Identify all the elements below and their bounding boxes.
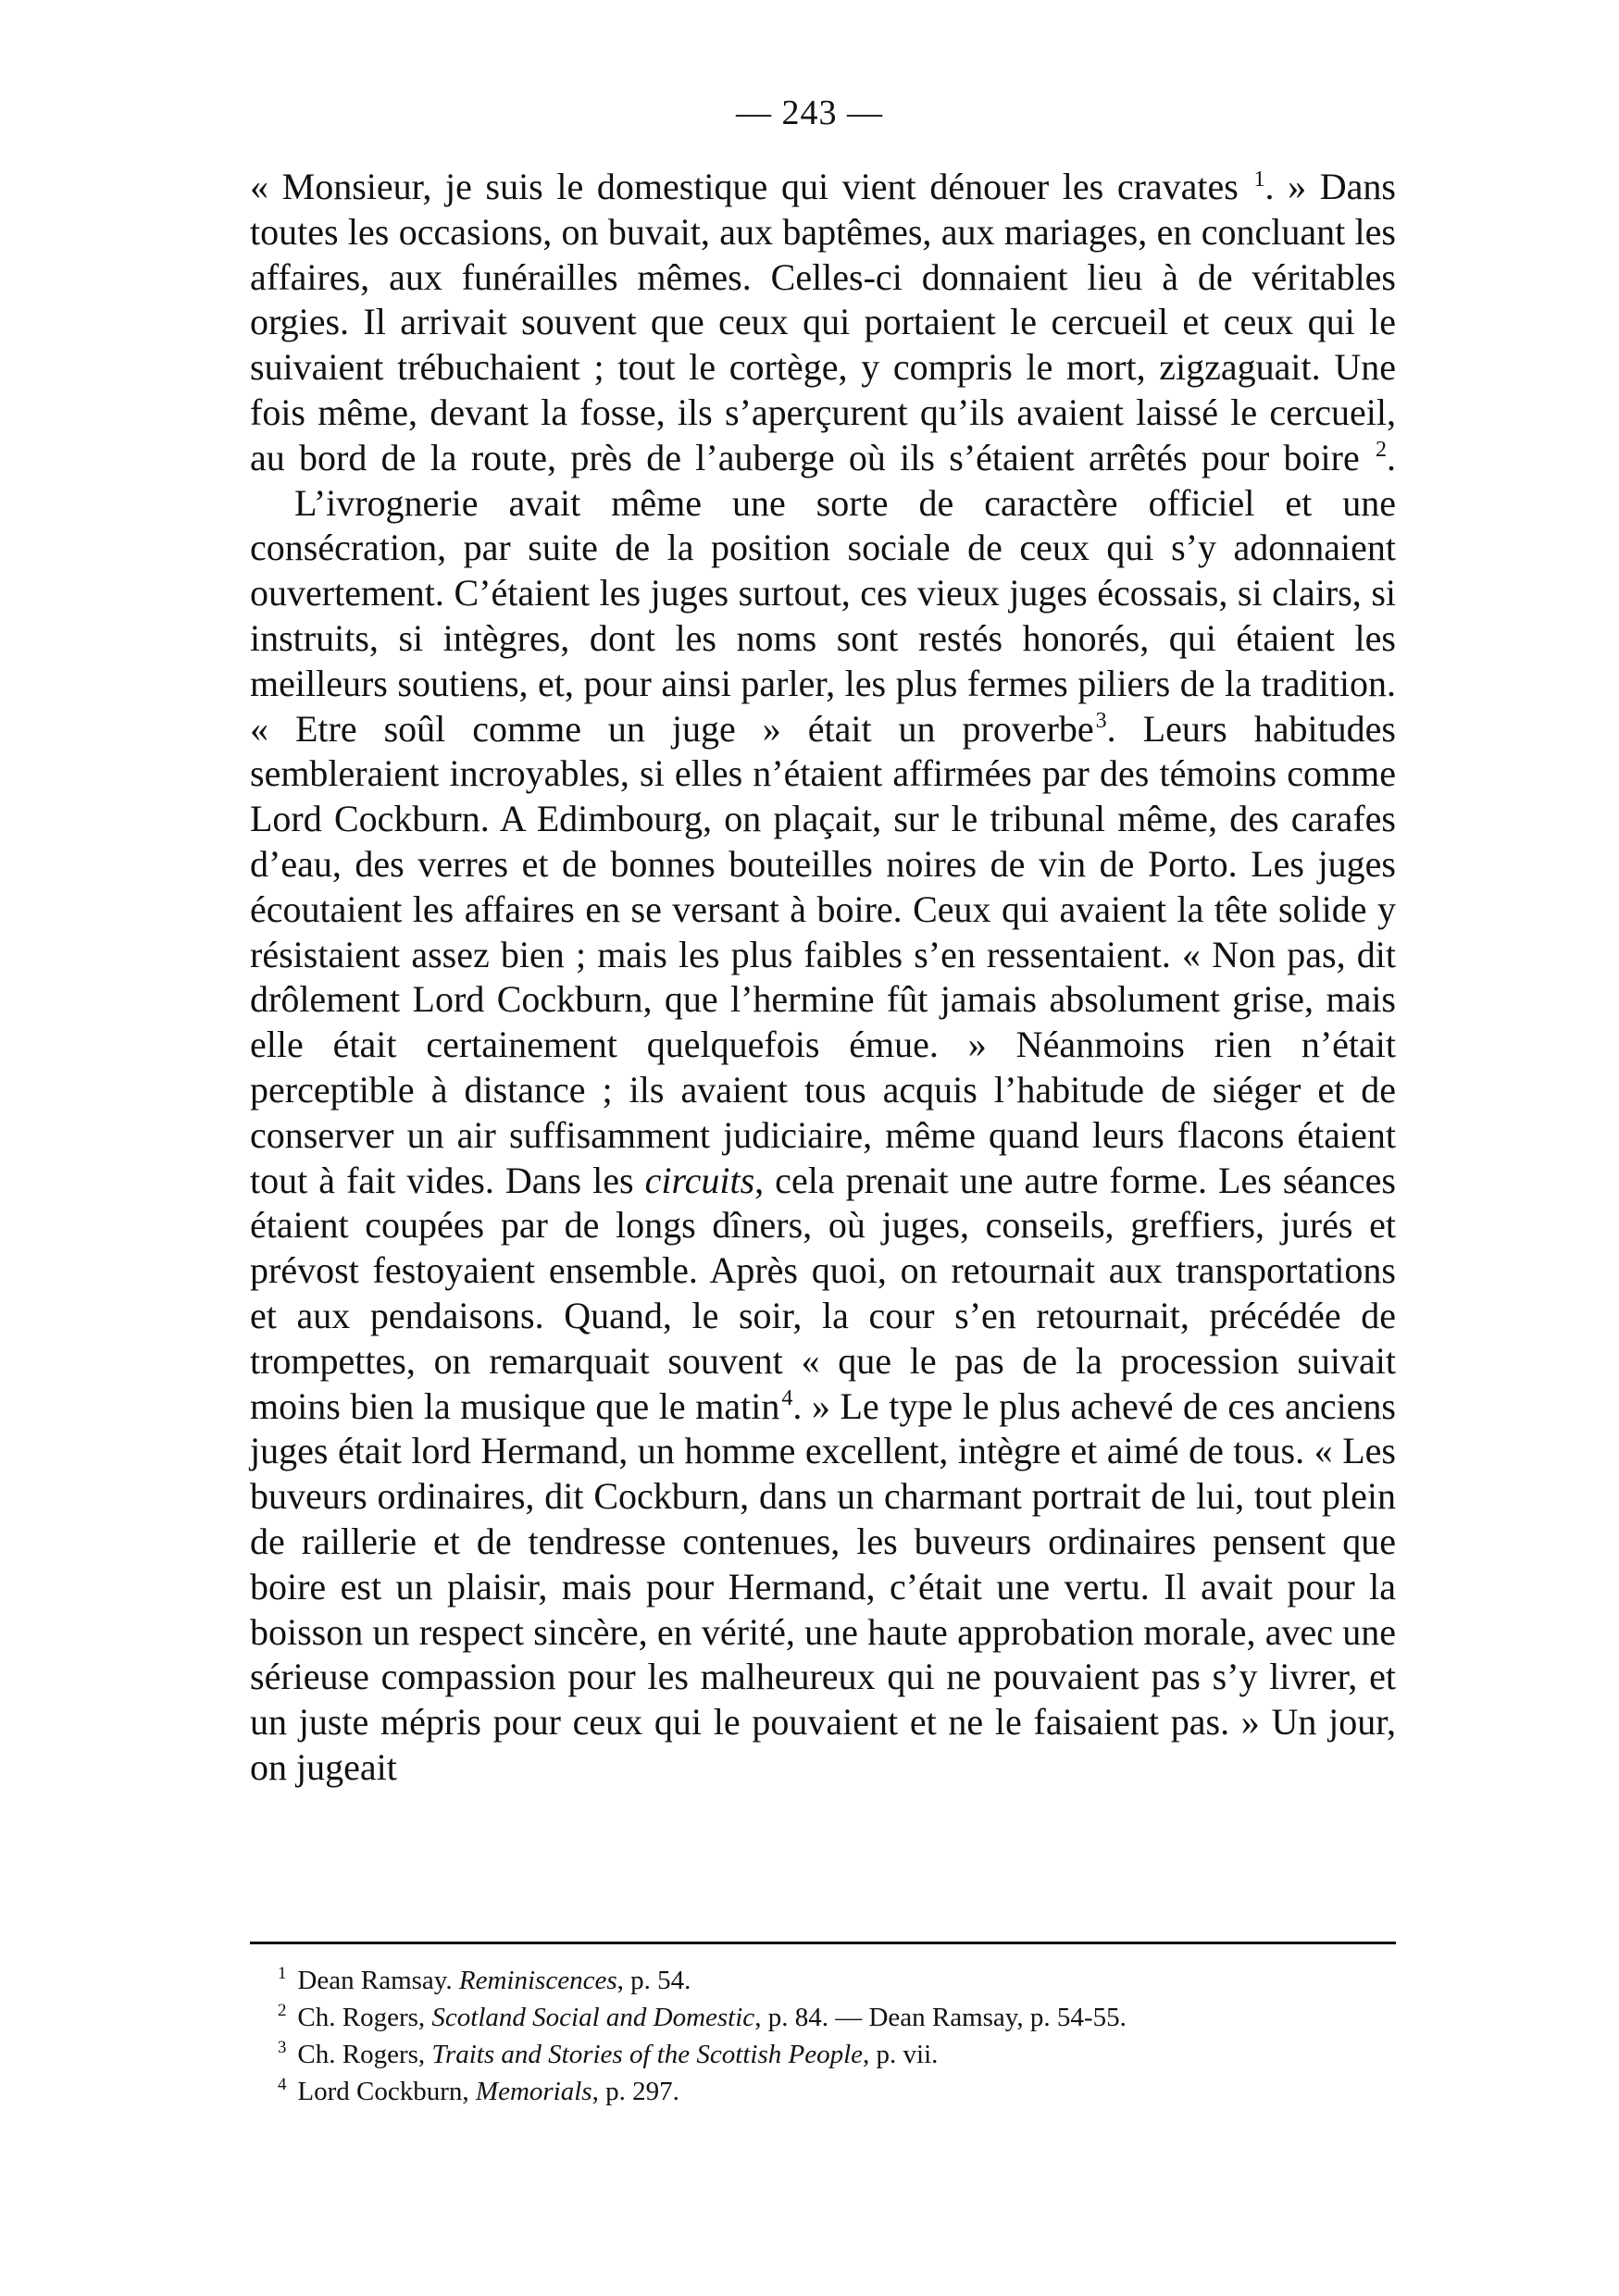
footnote-title: Traits and Stories of the Scottish People — [431, 2040, 864, 2069]
footnote-mark: 3 — [278, 2038, 287, 2058]
footnote-page: , p. 54. — [616, 1966, 691, 1995]
footnote-ref-1[interactable]: 1 — [1253, 167, 1265, 192]
footnote-4 — [278, 2073, 1389, 2110]
footnote-mark: 1 — [278, 1964, 287, 1984]
footnotes — [278, 1962, 1389, 2110]
footnote-author: Dean Ramsay. — [297, 1966, 459, 1995]
footnote-title: Memorials — [475, 2077, 592, 2106]
footnote-ref-4[interactable]: 4 — [781, 1386, 793, 1411]
paragraph-text: . Leurs habitudes sembleraient incroyables, si elles n’étaient affirmées par des témoins comme Lord Cockburn. A Edimbourg, on plaçait, sur le tribunal même, des carafes d’eau, des verres et de bonnes bouteilles noires de vin de Porto. Les juges écoutaient les affaires en se versant à boire. Ceux qui avaient la tête solide y résistaient assez bien ; mais les plus faibles s’en ressentaient. « Non pas, dit drôlement Lord Cockburn, que l’hermine fût jamais absolument grise, mais elle était certainement quelquefois émue. » Néanmoins rien n’était perceptible à distance ; ils avaient tous acquis l’habitude de siéger et de conserver un air suffisamment judiciaire, même quand leurs flacons étaient tout à fait vides. Dans les — [250, 707, 1396, 1201]
footnote-2 — [278, 1999, 1389, 2036]
paragraph-text: , cela prenait une autre forme. Les séances étaient coupées par de longs dîners, où juges, conseils, greffiers, jurés et prévost festoyaient ensemble. Après quoi, on retournait aux transportations et aux pendaisons. Quand, le soir, la cour s’en retournait, précédée de trompettes, on remarquait souvent « que le pas de la procession suivait moins bien la musique que le matin — [250, 1159, 1396, 1427]
paragraph — [250, 481, 1396, 1791]
footnote-page: , p. 84. — Dean Ramsay, p. 54-55. — [754, 2003, 1127, 2032]
footnote-author: Ch. Rogers, — [297, 2040, 432, 2069]
footnote-1 — [278, 1962, 1389, 1999]
italic-term: circuits — [644, 1159, 755, 1201]
paragraph-continuation — [250, 165, 1396, 481]
footnote-mark: 2 — [278, 2001, 287, 2021]
footnote-author: Lord Cockburn, — [297, 2077, 476, 2106]
paragraph-text: . — [1387, 436, 1396, 478]
footnote-page: , p. 297. — [592, 2077, 679, 2106]
footnote-ref-2[interactable]: 2 — [1376, 438, 1387, 463]
footnote-ref-3[interactable]: 3 — [1095, 709, 1107, 734]
footnote-author: Ch. Rogers, — [297, 2003, 432, 2032]
paragraph-text: « Monsieur, je suis le domestique qui vient dénouer les cravates — [250, 166, 1252, 207]
paragraph-text: L’ivrognerie avait même une sorte de caractère officiel et une consécration, par suite de la position sociale de ceux qui s’y adonnaient ouvertement. C’étaient les juges surtout, ces vieux juges écossais, si clairs, si instruits, si intègres, dont les noms sont restés honorés, qui étaient les meilleurs soutiens, et, pour ainsi parler, les plus fermes piliers de la tradition. « Etre soûl comme un juge » était un proverbe — [250, 481, 1396, 750]
footnote-divider — [250, 1942, 1396, 1944]
footnote-page: , p. vii. — [863, 2040, 939, 2069]
footnote-mark: 4 — [278, 2075, 287, 2095]
body-text — [250, 165, 1396, 1791]
footnote-3 — [278, 2036, 1389, 2073]
footnote-title: Scotland Social and Domestic — [431, 2003, 755, 2032]
footnote-title: Reminiscences — [458, 1966, 617, 1995]
paragraph-text: . » Dans toutes les occasions, on buvait, aux baptêmes, aux mariages, en concluant les affaires, aux funérailles mêmes. Celles-ci donnaient lieu à de véritables orgies. Il arrivait souvent que ceux qui portaient le cercueil et ceux qui le suivaient trébuchaient ; tout le cortège, y compris le mort, zigzaguait. Une fois même, devant la fosse, ils s’aperçurent qu’ils avaient laissé le cercueil, au bord de la route, près de l’auberge où ils s’étaient arrêtés pour boire — [250, 166, 1396, 478]
page-number: — 243 — — [736, 93, 883, 132]
paragraph-text: . » Le type le plus achevé de ces anciens juges était lord Hermand, un homme excellent, intègre et aimé de tous. « Les buveurs ordinaires, dit Cockburn, dans un charmant portrait de lui, tout plein de raillerie et de tendresse contenues, les buveurs ordinaires pensent que boire est un plaisir, mais pour Hermand, c’était une vertu. Il avait pour la boisson un respect sincère, en vérité, une haute approbation morale, avec une sérieuse compassion pour les malheureux qui ne pouvaient pas s’y livrer, et un juste mépris pour ceux qui le pouvaient et ne le faisaient pas. » Un jour, on jugeait — [250, 1384, 1397, 1788]
